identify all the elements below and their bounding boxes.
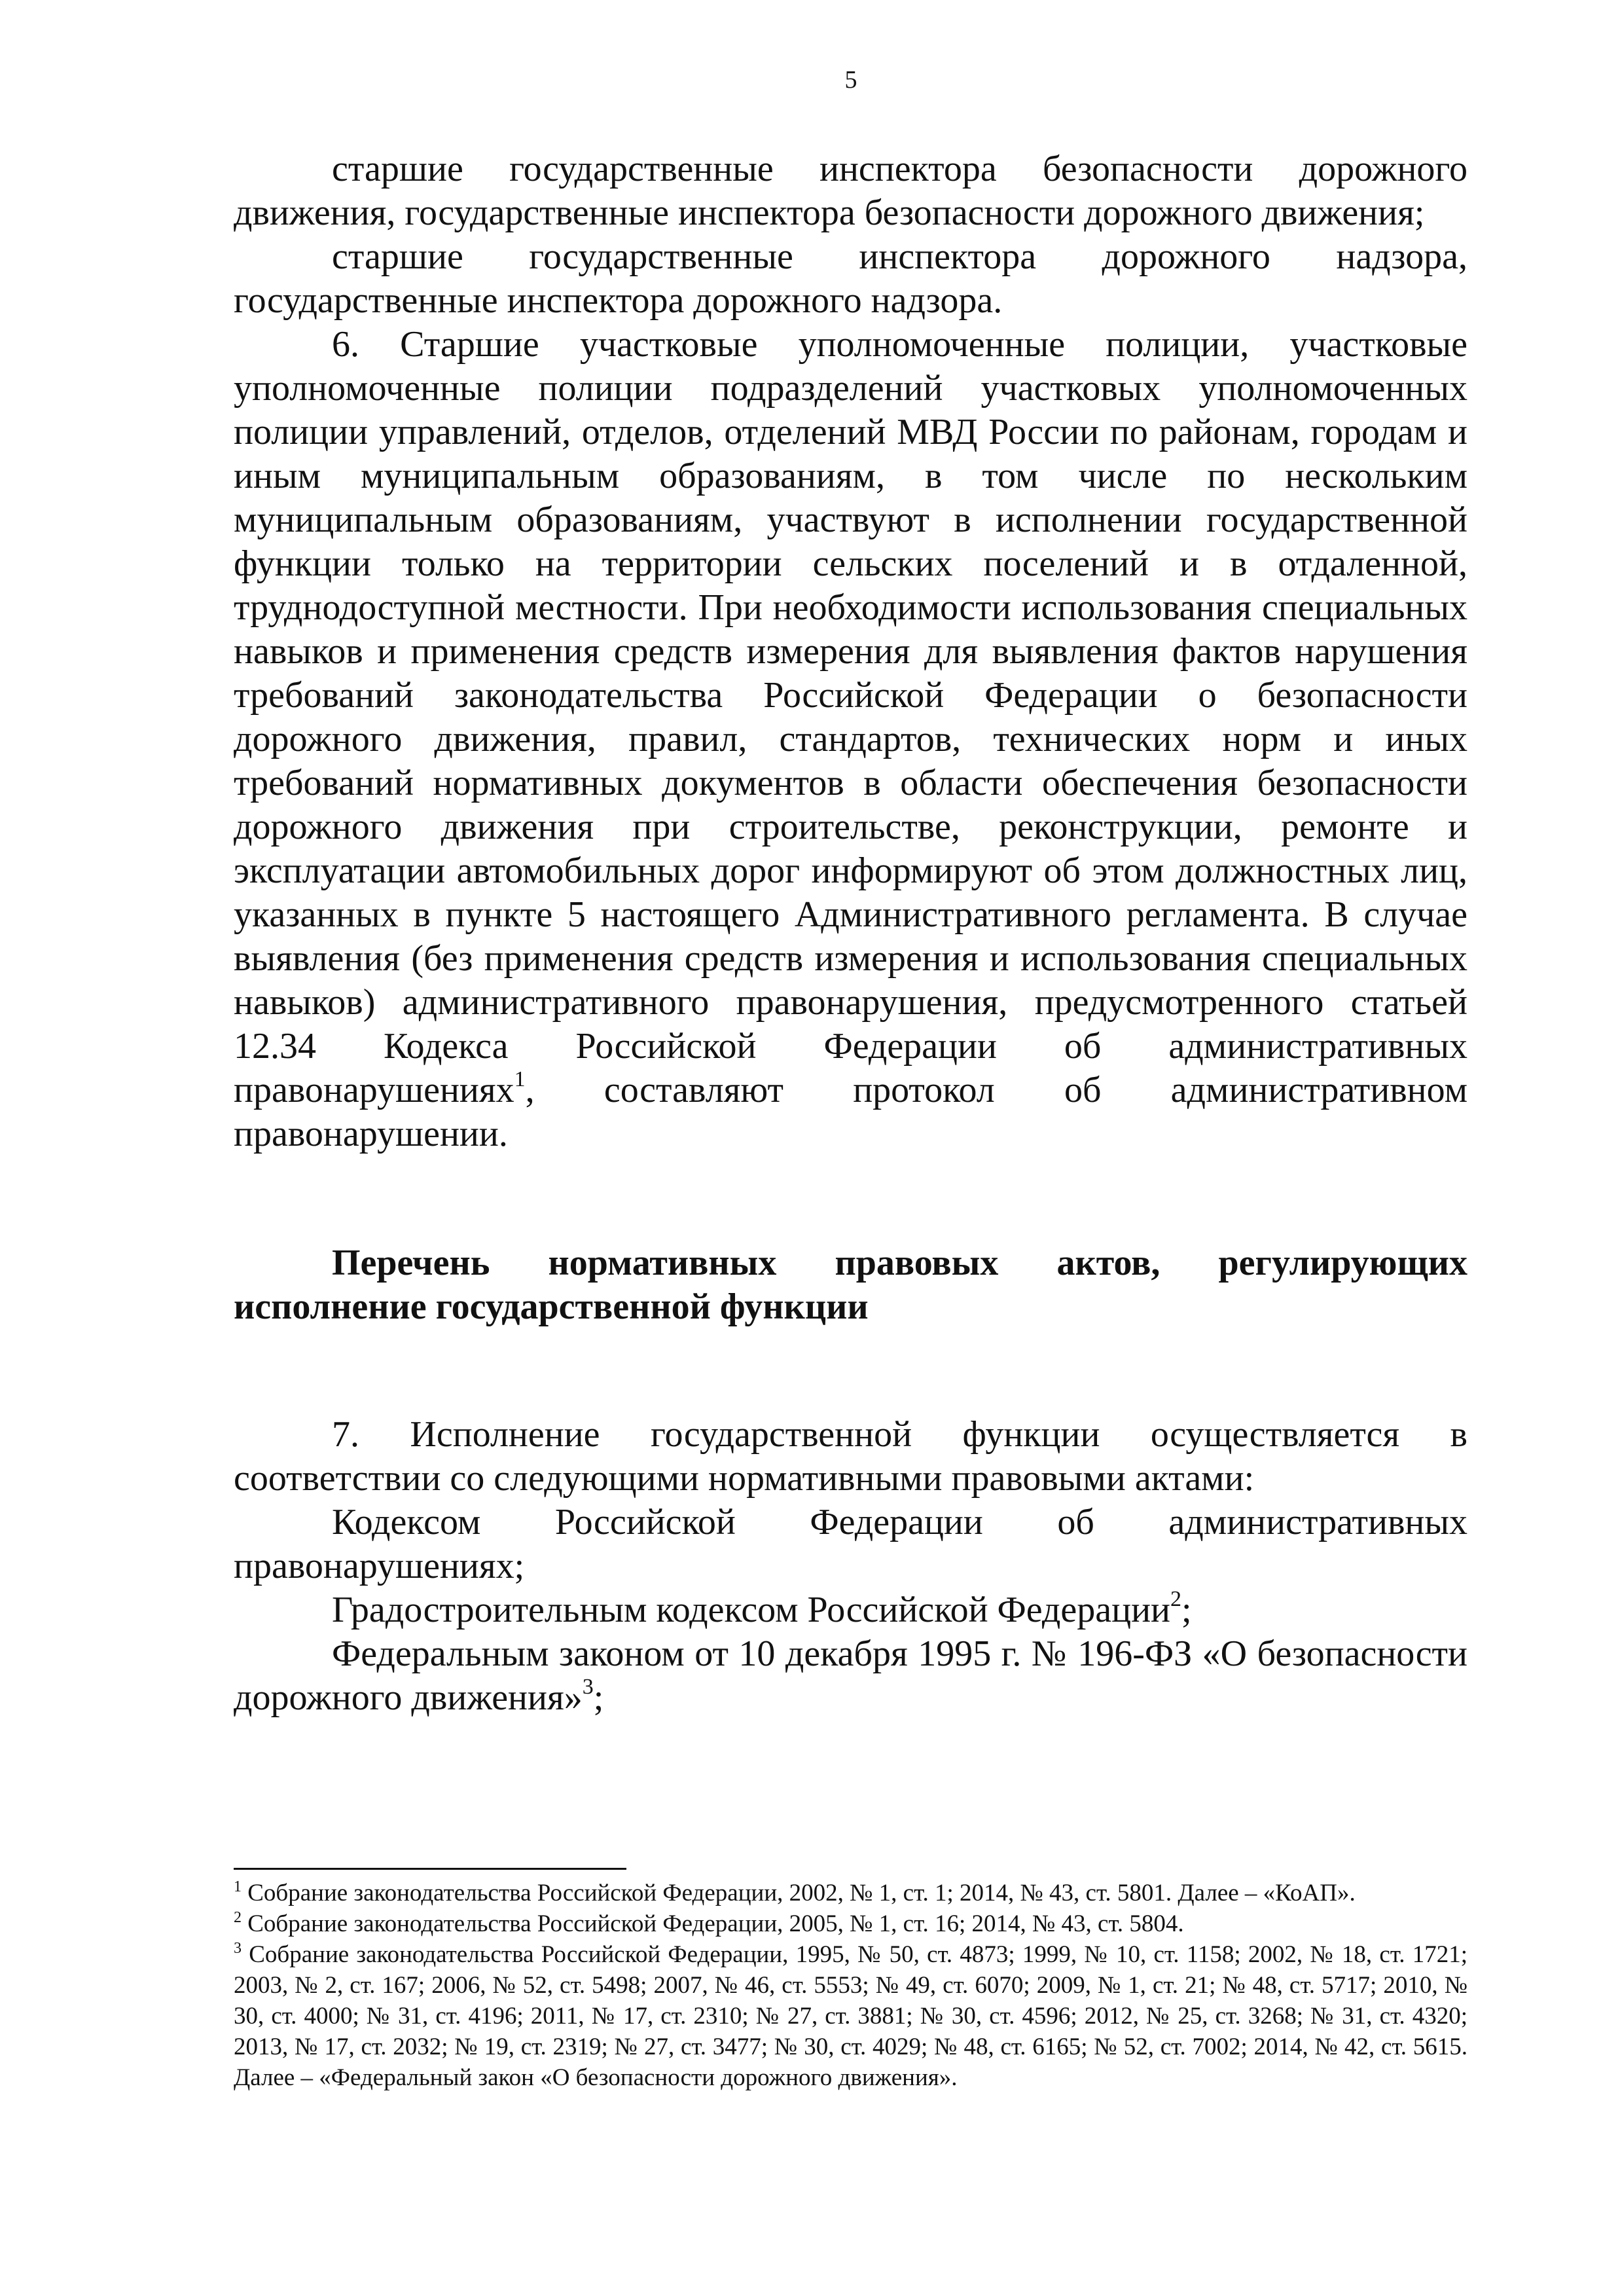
section-heading: Перечень нормативных правовых актов, регулирующих исполнение государственной функции [234,1243,1467,1327]
paragraph-item-6-tail: , составляют протокол об административном правонарушении. [234,1070,1467,1154]
footnote-number: 2 [234,1909,242,1926]
paragraph-road-supervision-inspectors: старшие государственные инспектора дорожного надзора, государственные инспектора дорожного надзора. [234,236,1467,321]
footnote-text: Собрание законодательства Российской Федерации, 2002, № 1, ст. 1; 2014, № 43, ст. 5801. Далее – «КоАП». [247,1880,1356,1906]
footnote-ref-2: 2 [1170,1587,1181,1611]
footnotes [234,1878,1467,2093]
footnote-text: Собрание законодательства Российской Федерации, 2005, № 1, ст. 16; 2014, № 43, ст. 5804. [247,1910,1184,1937]
paragraph-senior-inspectors: старшие государственные инспектора безопасности дорожного движения, государственные инспектора безопасности дорожного движения; [234,149,1467,233]
document-body [234,147,1467,1720]
paragraph-item-7: 7. Исполнение государственной функции осуществляется в соответствии со следующими нормативными правовыми актами: [234,1414,1467,1499]
paragraph-item-6-text: 6. Старшие участковые уполномоченные полиции, участковые уполномоченные полиции подразделений участковых уполномоченных полиции управлений, отделов, отделений МВД России по районам, городам и иным муниципальным образованиям, в том числе по нескольким муниципальным образованиям, участвуют в исполнении государственной функции только на территории сельских поселений и в отдаленной, труднодоступной местности. При необходимости использования специальных навыков и применения средств измерения для выявления фактов нарушения требований законодательства Российской Федерации о безопасности дорожного движения, правил, стандартов, технических норм и иных требований нормативных документов в области обеспечения безопасности дорожного движения при строительстве, реконструкции, ремонте и эксплуатации автомобильных дорог информируют об этом должностных лиц, указанных в пункте 5 настоящего Административного регламента. В случае выявления (без применения средств измерения и использования специальных навыков) административного правонарушения, предусмотренного статьей 12.34 Кодекса Российской Федерации об административных правонарушениях [234,324,1467,1110]
footnote-separator [234,1868,626,1870]
list-item-federal-law [234,1632,1467,1720]
list-item-urban-planning-code-tail: ; [1181,1590,1192,1630]
list-item-federal-law-text: Федеральным законом от 10 декабря 1995 г. № 196-ФЗ «О безопасности дорожного движения» [234,1633,1467,1718]
list-item-koap: Кодексом Российской Федерации об административных правонарушениях; [234,1502,1467,1586]
footnote-2 [234,1908,1467,1939]
page-number: 5 [844,66,857,94]
list-item-urban-planning-code-text: Градостроительным кодексом Российской Федерации [332,1590,1170,1630]
footnote-ref-1: 1 [514,1067,526,1091]
list-item-federal-law-tail: ; [593,1677,604,1718]
footnote-ref-3: 3 [582,1675,594,1699]
footnote-number: 1 [234,1878,242,1895]
footnote-number: 3 [234,1940,242,1957]
footnote-1 [234,1878,1467,1908]
paragraph-item-6 [234,323,1467,1156]
list-item-urban-planning-code [234,1588,1467,1632]
footnote-text: Собрание законодательства Российской Федерации, 1995, № 50, ст. 4873; 1999, № 10, ст. 1158; 2002, № 18, ст. 1721; 2003, № 2, ст. 167; 2006, № 52, ст. 5498; 2007, № 46, ст. 5553; № 49, ст. 6070; 2009, № 1, ст. 21; № 48, ст. 5717; 2010, № 30, ст. 4000; № 31, ст. 4196; 2011, № 17, ст. 2310; № 27, ст. 3881; № 30, ст. 4596; 2012, № 25, ст. 3268; № 31, ст. 4320; 2013, № 17, ст. 2032; № 19, ст. 2319; № 27, ст. 3477; № 30, ст. 4029; № 48, ст. 6165; № 52, ст. 7002; 2014, № 42, ст. 5615. Далее – «Федеральный закон «О безопасности дорожного движения». [234,1941,1468,2091]
footnote-3 [234,1939,1467,2093]
